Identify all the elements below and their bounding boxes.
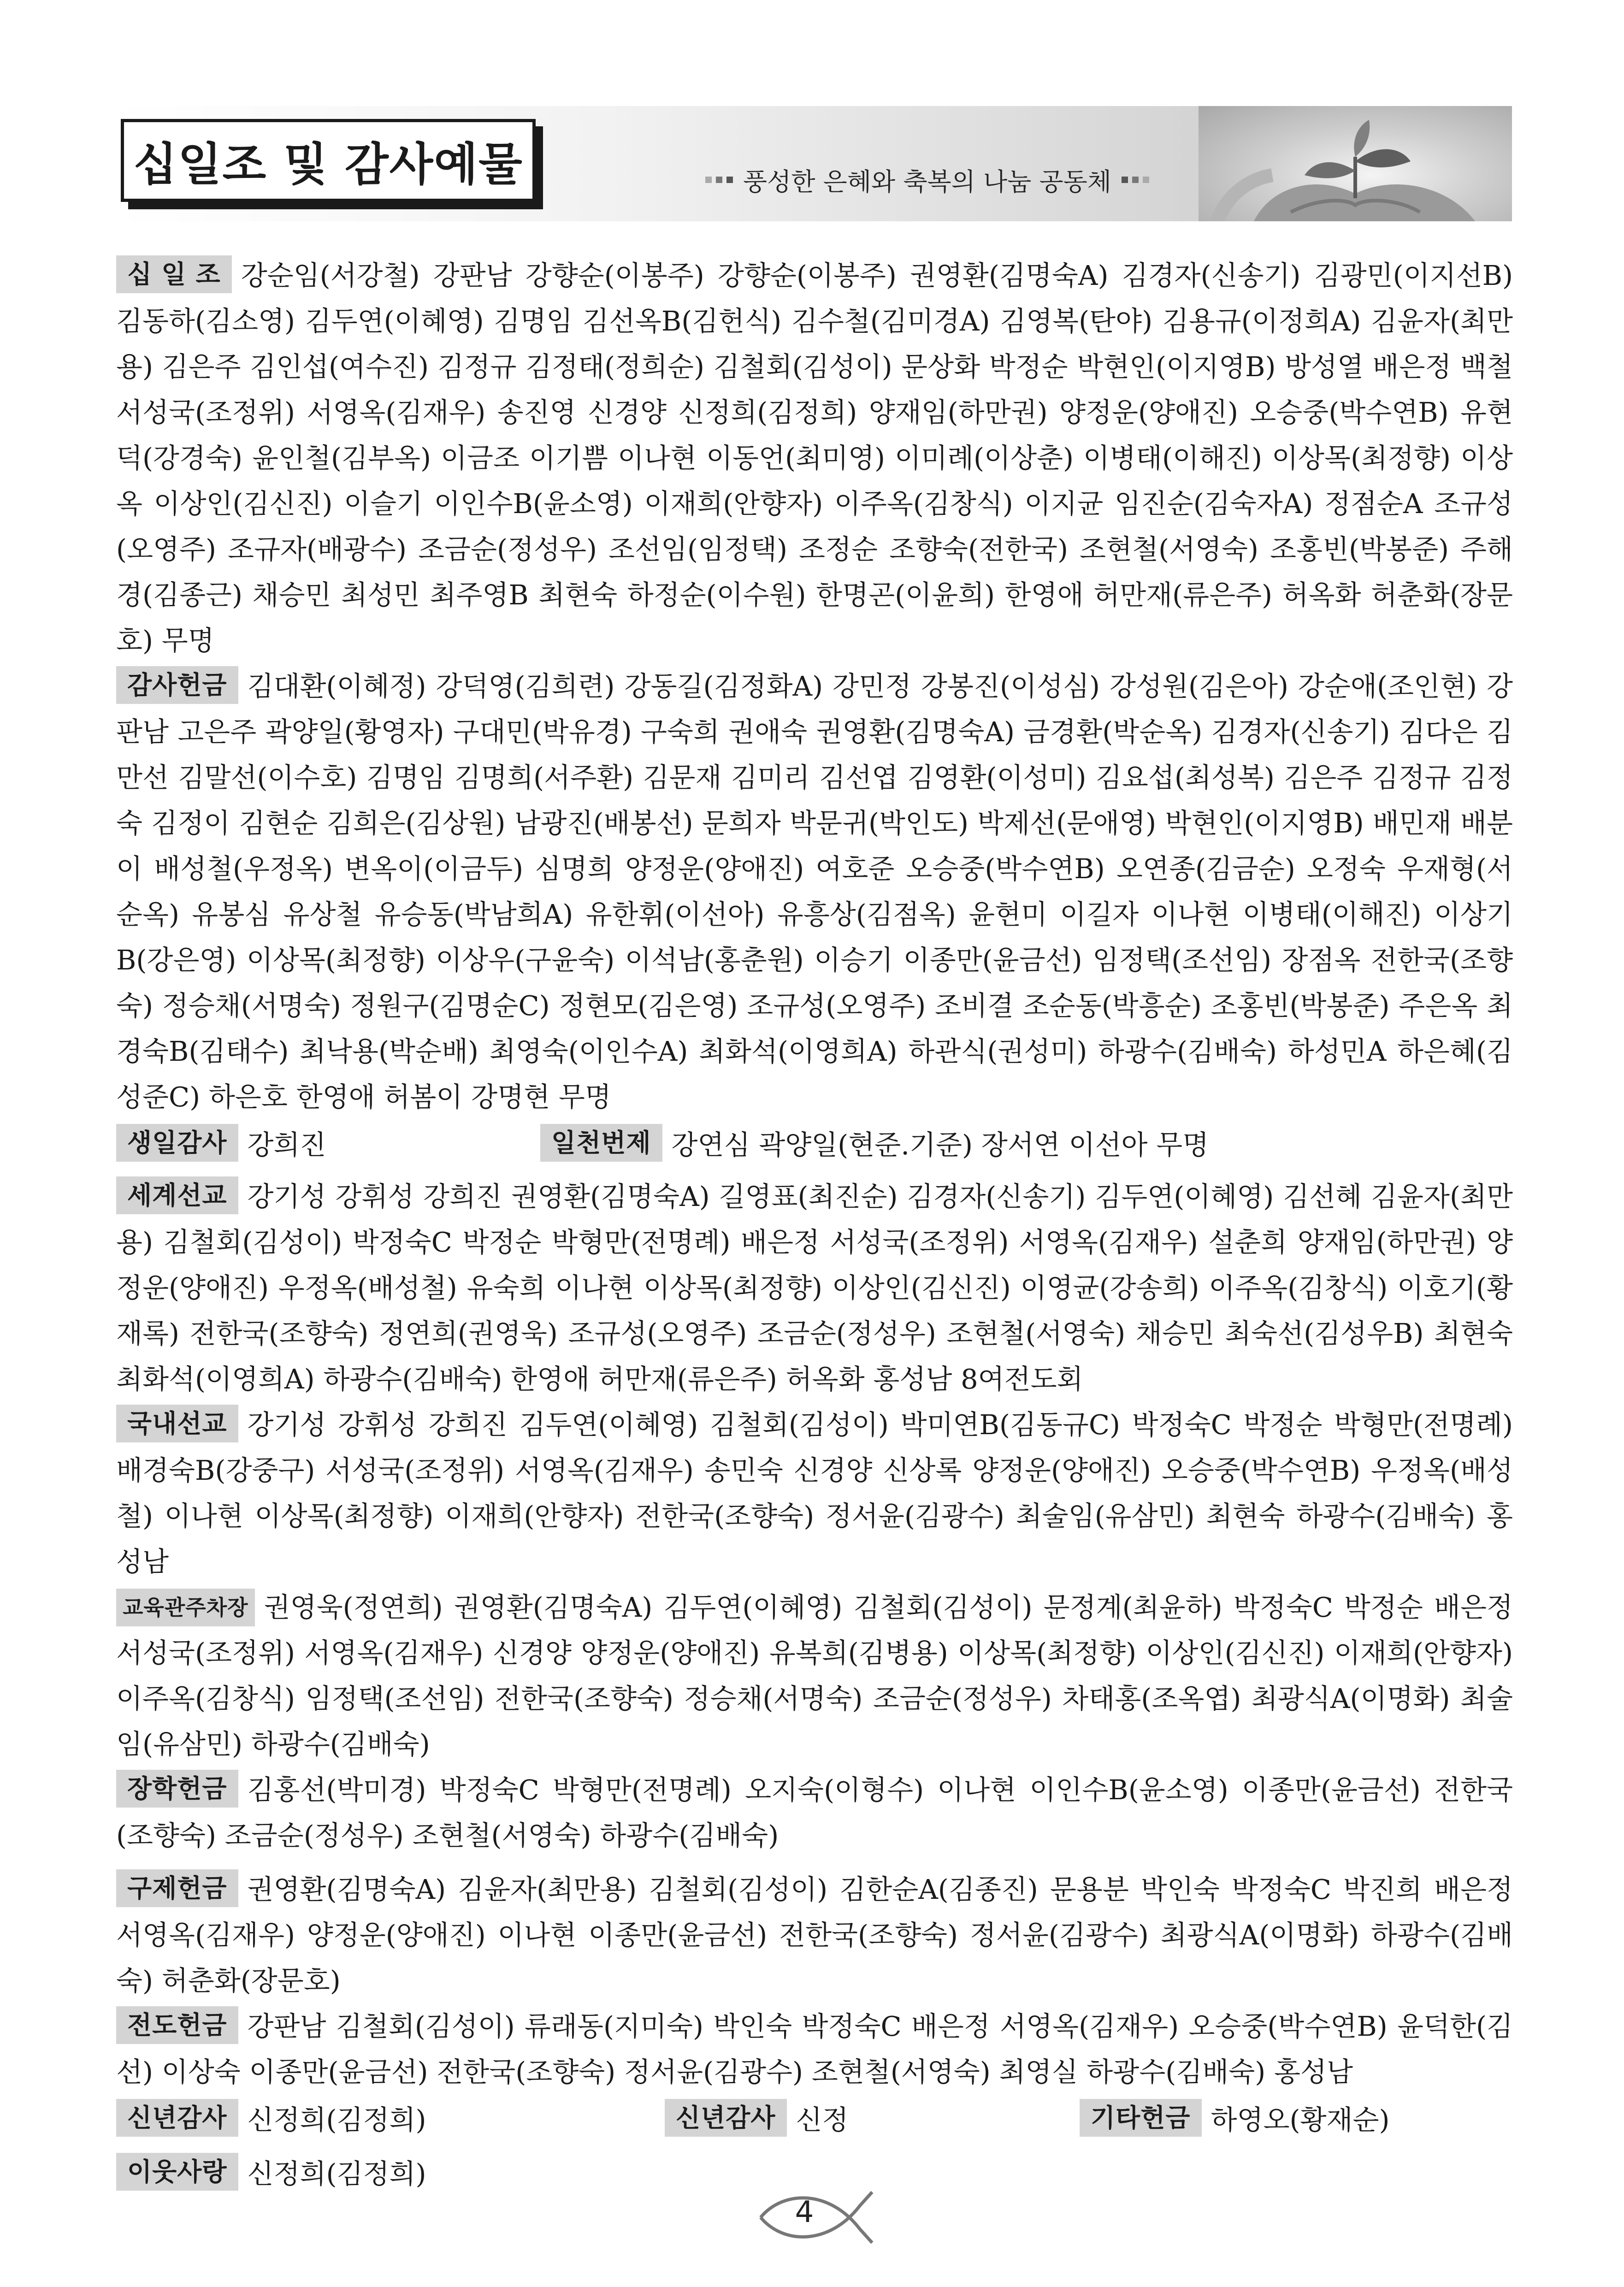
section-names: 하영오(황재순) xyxy=(1211,2104,1390,2136)
section-relief xyxy=(116,1867,1513,2003)
section-names: 권영환(김명숙A) 김윤자(최만용) 김철회(김성이) 김한순A(김종진) 문용분 박인숙 박정숙C 박진희 배은정 서영옥(김재우) 양정운(양애진) 이나현 이종만(윤금선) 전한국(조향숙) 정서윤(김광수) 최광식A(이명화) 하광수(김배숙) 허춘화(장문호) xyxy=(116,1873,1513,1997)
section-scholarship xyxy=(116,1767,1513,1858)
subtitle-text: 풍성한 은혜와 축복의 나눔 공동체 xyxy=(743,167,1111,196)
section-education-parking xyxy=(116,1584,1513,1767)
section-neighbor-love xyxy=(116,2152,426,2191)
section-newyear-thanks-2 xyxy=(665,2098,1080,2137)
section-domestic-mission xyxy=(116,1402,1513,1584)
section-names: 강기성 강휘성 강희진 김두연(이혜영) 김철회(김성이) 박미연B(김동규C) 박정숙C 박정순 박형만(전명례) 배경숙B(강중구) 서성국(조정위) 서영옥(김재우) 송민숙 신경양 신상록 양정운(양애진) 오승중(박수연B) 우정옥(배성철) 이나현 이상목(최정향) 이재희(안향자) 전한국(조향숙) 정서윤(김광수) 최술임(유삼민) 최현숙 하광수(김배숙) 홍성남 xyxy=(116,1409,1513,1578)
section-label: 십 일 조 xyxy=(116,255,232,293)
section-names: 강희진 xyxy=(247,1129,326,1161)
section-label: 교육관주차장 xyxy=(116,1589,255,1626)
section-thanksgiving xyxy=(116,663,1513,1120)
section-names: 김대환(이혜정) 강덕영(김희련) 강동길(김정화A) 강민정 강봉진(이성심) 강성원(김은아) 강순애(조인현) 강판남 고은주 곽양일(황영자) 구대민(박유경) 구숙희 권애숙 권영환(김명숙A) 금경환(박순옥) 김경자(신송기) 김다은 김만선 김말선(이수호) 김명임 김명희(서주환) 김문재 김미리 김선엽 김영환(이성미) 김요섭(최성복) 김은주 김정규 김정숙 김정이 김현순 김희은(김상원) 남광진(배봉선) 문희자 박문귀(박인도) 박제선(문애영) 박현인(이지영B) 배민재 배분이 배성철(우정옥) 변옥이(이금두) 심명희 양정운(양애진) 여호준 오승중(박수연B) 오연종(김금순) 오정숙 우재형(서순옥) 유봉심 유상철 유승동(박남희A) 유한휘(이선아) 유흥상(김점옥) 윤현미 이길자 이나현 이병태(이해진) 이상기B(강은영) 이상목(최정향) 이상우(구윤숙) 이석남(홍춘원) 이승기 이종만(윤금선) 임정택(조선임) 장점옥 전한국(조향숙) 정승채(서명숙) 정원구(김명순C) 정현모(김은영) 조규성(오영주) 조비결 조순동(박흥순) 조홍빈(박봉준) 주은옥 최경숙B(김태수) 최낙용(박순배) 최영숙(이인수A) 최화석(이영희A) 하관식(권성미) 하광수(김배숙) 하성민A 하은혜(김성준C) 하은호 한영애 허봄이 강명현 무명 xyxy=(116,670,1513,1113)
section-label: 이웃사랑 xyxy=(116,2153,238,2191)
page-number: 4 xyxy=(795,2195,814,2229)
section-label: 일천번제 xyxy=(540,1124,662,1162)
section-label: 전도헌금 xyxy=(116,2006,238,2044)
page-title: 십일조 및 감사예물 xyxy=(121,119,536,202)
section-label: 국내선교 xyxy=(116,1405,238,1442)
section-label: 신년감사 xyxy=(116,2099,238,2137)
section-tithe xyxy=(116,253,1513,663)
section-names: 신정 xyxy=(796,2104,849,2136)
section-label: 신년감사 xyxy=(665,2099,787,2137)
section-names: 강순임(서강철) 강판남 강향순(이봉주) 강향순(이봉주) 권영환(김명숙A) 김경자(신송기) 김광민(이지선B) 김동하(김소영) 김두연(이혜영) 김명임 김선옥B(김헌식) 김수철(김미경A) 김영복(탄야) 김용규(이정희A) 김윤자(최만용) 김은주 김인섭(여수진) 김정규 김정태(정희순) 김철회(김성이) 문상화 박정순 박현인(이지영B) 방성열 배은정 백철 서성국(조정위) 서영옥(김재우) 송진영 신경양 신정희(김정희) 양재임(하만권) 양정운(양애진) 오승중(박수연B) 유현덕(강경숙) 윤인철(김부옥) 이금조 이기쁨 이나현 이동언(최미영) 이미례(이상춘) 이병태(이해진) 이상목(최정향) 이상옥 이상인(김신진) 이슬기 이인수B(윤소영) 이재희(안향자) 이주옥(김창식) 이지균 임진순(김숙자A) 정점순A 조규성(오영주) 조규자(배광수) 조금순(정성우) 조선임(임정택) 조정순 조향숙(전한국) 조현철(서영숙) 조홍빈(박봉준) 주해경(김종근) 채승민 최성민 최주영B 최현숙 하정순(이수원) 한명곤(이윤희) 한영애 허만재(류은주) 허옥화 허춘화(장문호) 무명 xyxy=(116,260,1513,656)
section-names: 강기성 강휘성 강희진 권영환(김명숙A) 길영표(최진순) 김경자(신송기) 김두연(이혜영) 김선혜 김윤자(최만용) 김철회(김성이) 박정숙C 박정순 박형만(전명례) 배은정 서성국(조정위) 서영옥(김재우) 설춘희 양재임(하만권) 양정운(양애진) 우정옥(배성철) 유숙희 이나현 이상목(최정향) 이상인(김신진) 이영균(강송희) 이주옥(김창식) 이호기(황재록) 전한국(조향숙) 정연희(권영욱) 조규성(오영주) 조금순(정성우) 조현철(서영숙) 채승민 최숙선(김성우B) 최현숙 최화석(이영희A) 하광수(김배숙) 한영애 허만재(류은주) 허옥화 홍성남 8여전도회 xyxy=(116,1181,1513,1395)
section-world-mission xyxy=(116,1174,1513,1402)
section-names: 권영욱(정연희) 권영환(김명숙A) 김두연(이혜영) 김철회(김성이) 문정계(최윤하) 박정숙C 박정순 배은정 서성국(조정위) 서영옥(김재우) 신경양 양정운(양애진) 유복희(김병용) 이상목(최정향) 이상인(김신진) 이재희(안향자) 이주옥(김창식) 임정택(조선임) 전한국(조향숙) 정승채(서명숙) 조금순(정성우) 차태홍(조옥엽) 최광식A(이명화) 최술임(유삼민) 하광수(김배숙) xyxy=(116,1591,1513,1760)
hands-with-plant-photo xyxy=(1199,106,1512,221)
section-evangelism xyxy=(116,2003,1513,2095)
page-subtitle xyxy=(705,161,1149,198)
inline-row-birthday xyxy=(116,1120,1513,1165)
inline-row-newyear xyxy=(116,2095,1513,2140)
section-birthday xyxy=(116,1123,540,1162)
section-names: 김홍선(박미경) 박정숙C 박형만(전명례) 오지숙(이형수) 이나현 이인수B(윤소영) 이종만(윤금선) 전한국(조향숙) 조금순(정성우) 조현철(서영숙) 하광수(김배숙) xyxy=(116,1774,1513,1851)
section-label: 구제헌금 xyxy=(116,1869,238,1907)
section-names: 신정희(김정희) xyxy=(247,2104,426,2136)
section-names: 강연심 곽양일(현준.기준) 장서연 이선아 무명 xyxy=(671,1129,1209,1161)
section-label: 생일감사 xyxy=(116,1124,238,1162)
section-newyear-thanks xyxy=(116,2098,665,2137)
section-names: 신정희(김정희) xyxy=(247,2158,426,2190)
section-other-offering xyxy=(1080,2098,1390,2137)
section-label: 세계선교 xyxy=(116,1176,238,1214)
decorative-squares-right xyxy=(1122,177,1149,183)
section-label: 장학헌금 xyxy=(116,1770,238,1808)
decorative-squares-left xyxy=(705,177,733,183)
offering-list xyxy=(116,253,1513,2194)
section-label: 기타헌금 xyxy=(1080,2099,1202,2137)
section-label: 감사헌금 xyxy=(116,666,238,704)
section-names: 강판남 김철회(김성이) 류래동(지미숙) 박인숙 박정숙C 배은정 서영옥(김재우) 오승중(박수연B) 윤덕한(김선) 이상숙 이종만(윤금선) 전한국(조향숙) 정서윤(김광수) 조현철(서영숙) 최영실 하광수(김배숙) 홍성남 xyxy=(116,2010,1513,2088)
section-thousand-offering xyxy=(540,1123,1209,1162)
